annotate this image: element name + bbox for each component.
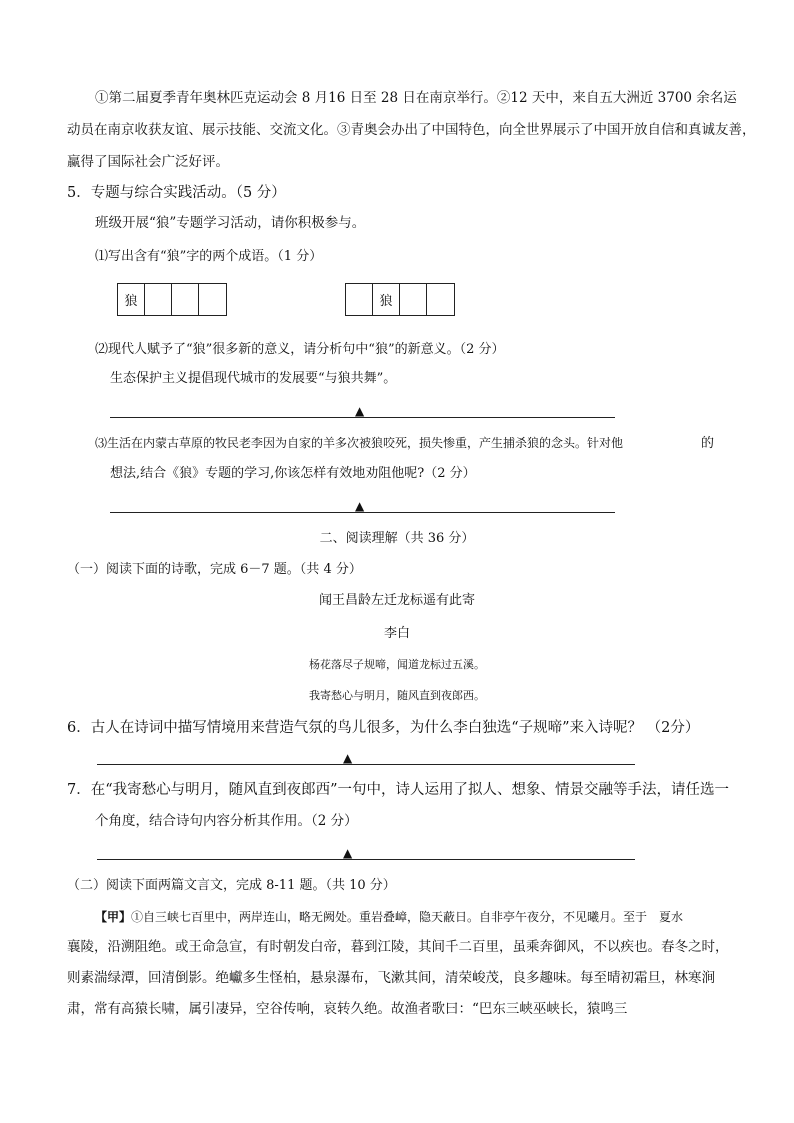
intro-line-2: 动员在南京收获友谊、展示技能、交流文化。③青奥会办出了中国特色，向全世界展示了中国开放自信和真诚友善，	[67, 122, 756, 138]
q5-title: 5．专题与综合实践活动。（5 分）	[67, 185, 286, 201]
jia-line-4: 肃，常有高猿长啸，属引凄异，空谷传响，哀转久绝。故渔者歌曰：“巴东三峡巫峡长，猿鸣三	[67, 1001, 628, 1017]
q5-intro: 班级开展“狼”专题学习活动，请你积极参与。	[95, 215, 366, 231]
intro-line-1: ①第二届夏季青年奥林匹克运动会 8 月16 日至 28 日在南京举行。②12 天中，来自五大洲近 3700 余名运	[95, 90, 737, 106]
answer-line[interactable]	[110, 417, 615, 418]
idiom-box-1-cell	[145, 284, 172, 315]
jia-line-1-text: ①自三峡七百里中，两岸连山，略无阙处。重岩叠嶂，隐天蔽日。自非亭午夜分，不见曦月。至于 夏水	[131, 910, 684, 924]
jia-line-2: 襄陵，沿溯阻绝。或王命急宣，有时朝发白帝，暮到江陵，其间千二百里，虽乘奔御风，不以疾也。春冬之时，	[67, 939, 729, 955]
poem-title: 闻王昌龄左迁龙标遥有此寄	[318, 593, 475, 608]
answer-marker: ▲	[343, 846, 353, 860]
idiom-box-2-cell	[400, 284, 427, 315]
jia-line-3: 则素湍绿潭，回清倒影。绝巘多生怪柏，悬泉瀑布，飞漱其间，清荣峻茂，良多趣味。每至晴初霜旦，林寒涧	[67, 970, 715, 986]
q5-sub2: ⑵现代人赋予了“狼”很多新的意义，请分析句中“狼”的新意义。（2 分）	[95, 342, 505, 357]
q7-line1: 7．在“我寄愁心与明月，随风直到夜郎西”一句中，诗人运用了拟人、想象、情景交融等手法，请任选一	[67, 782, 730, 798]
section2-title: 二、阅读理解（共 36 分）	[319, 531, 475, 546]
poem-line-1: 杨花落尽子规啼，闻道龙标过五溪。	[309, 658, 485, 671]
q7-line2: 个角度，结合诗句内容分析其作用。（2 分）	[95, 813, 358, 829]
answer-marker: ▲	[355, 499, 365, 513]
idiom-box-2-cell	[346, 284, 373, 315]
jia-line-1	[95, 911, 683, 923]
q5-sub3-line2: 想法,结合《狼》专题的学习,你该怎样有效地劝阻他呢?（2 分）	[110, 466, 476, 481]
idiom-box-1-cell	[172, 284, 199, 315]
intro-line-3: 赢得了国际社会广泛好评。	[67, 154, 229, 170]
poem-author: 李白	[383, 626, 410, 641]
idiom-box-2[interactable]	[345, 283, 455, 316]
idiom-box-1[interactable]	[117, 283, 227, 316]
answer-line[interactable]	[97, 859, 635, 860]
idiom-box-1-cell	[199, 284, 226, 315]
q5-sub3-line1: ⑶生活在内蒙古草原的牧民老李因为自家的羊多次被狼咬死，损失惨重，产生捕杀狼的念头。针对他	[95, 436, 624, 450]
idiom-box-1-cell: 狼	[118, 284, 145, 315]
q5-sub2-sentence: 生态保护主义提倡现代城市的发展要“与狼共舞”。	[110, 371, 397, 386]
q6: 6．古人在诗词中描写情境用来营造气氛的鸟儿很多，为什么李白独选“子规啼”来入诗呢？ （2分）	[67, 720, 700, 736]
part1-title: （一）阅读下面的诗歌，完成 6－7 题。（共 4 分）	[67, 562, 362, 577]
q5-sub3-tail: 的	[701, 436, 715, 451]
poem-line-2: 我寄愁心与明月，随风直到夜郎西。	[309, 689, 485, 702]
answer-marker: ▲	[343, 751, 353, 765]
answer-line[interactable]	[110, 512, 615, 513]
q5-sub1: ⑴写出含有“狼”字的两个成语。（1 分）	[95, 249, 323, 264]
answer-marker: ▲	[355, 404, 365, 418]
answer-line[interactable]	[97, 764, 635, 765]
idiom-box-2-cell	[427, 284, 454, 315]
idiom-box-2-cell: 狼	[373, 284, 400, 315]
jia-label: 【甲】	[95, 910, 132, 924]
part2-title: （二）阅读下面两篇文言文，完成 8-11 题。（共 10 分）	[67, 878, 396, 893]
